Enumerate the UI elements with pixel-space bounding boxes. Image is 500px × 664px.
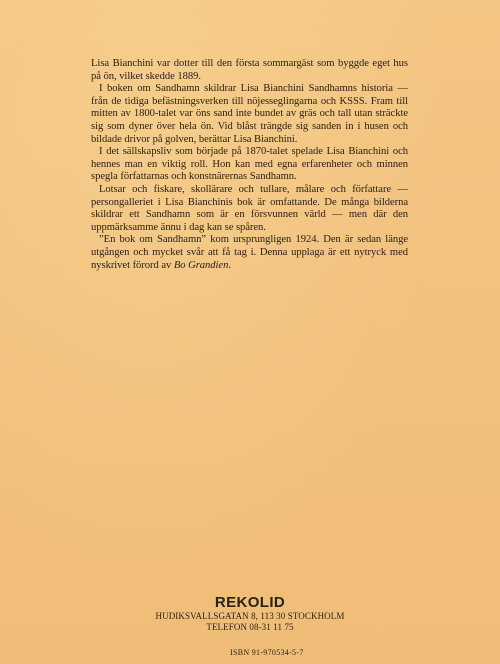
blurb-paragraph-2: I boken om Sandhamn skildrar Lisa Bianchini Sandhamns historia — från de tidiga befästningsverken till nöjesseglingarna och KSSS. Fram till mitten av 1800-talet var öns sand inte bundet av gräs och tall utan sträckte sig som dyner över hela ön. Vid blåst trängde sig sanden in i husen och bildade drivor på golven, berättar Lisa Bianchini. bbox=[91, 83, 408, 145]
blurb-paragraph-5 bbox=[91, 234, 408, 272]
blurb-text bbox=[91, 58, 408, 272]
publisher-phone: TELEFON 08-31 11 75 bbox=[206, 622, 294, 632]
isbn-number: ISBN 91-970534-5-7 bbox=[230, 648, 304, 657]
blurb-paragraph-4: Lotsar och fiskare, skollärare och tullare, målare och författare — persongalleriet i Lisa Bianchinis bok är omfattande. De många bilderna skildrar ett Sandhamn som är en försvunnen värld — men där den uppmärksamme ännu i dag kan se spåren. bbox=[91, 183, 408, 233]
blurb-paragraph-5-end: . bbox=[228, 259, 231, 271]
foreword-author: Bo Grandien bbox=[173, 259, 229, 271]
publisher-block bbox=[150, 595, 350, 633]
publisher-name: REKOLID bbox=[214, 594, 286, 611]
blurb-paragraph-5-text: ”En bok om Sandhamn” kom ursprungligen 1924. Den är sedan länge utgången och mycket svår att få tag i. Denna upplaga är ett nytryck med nyskrivet förord av bbox=[91, 234, 408, 271]
blurb-paragraph-1: Lisa Bianchini var dotter till den första sommargäst som byggde eget hus på ön, vilket skedde 1889. bbox=[91, 58, 408, 82]
publisher-address: HUDIKSVALLSGATAN 8, 113 30 STOCKHOLM bbox=[155, 611, 345, 621]
blurb-paragraph-3: I det sällskapsliv som började på 1870-talet spelade Lisa Bianchini och hennes man en viktig roll. Hon kan med egna erfarenheter och minnen spegla författarnas och konstnärernas Sandhamn. bbox=[91, 146, 408, 183]
